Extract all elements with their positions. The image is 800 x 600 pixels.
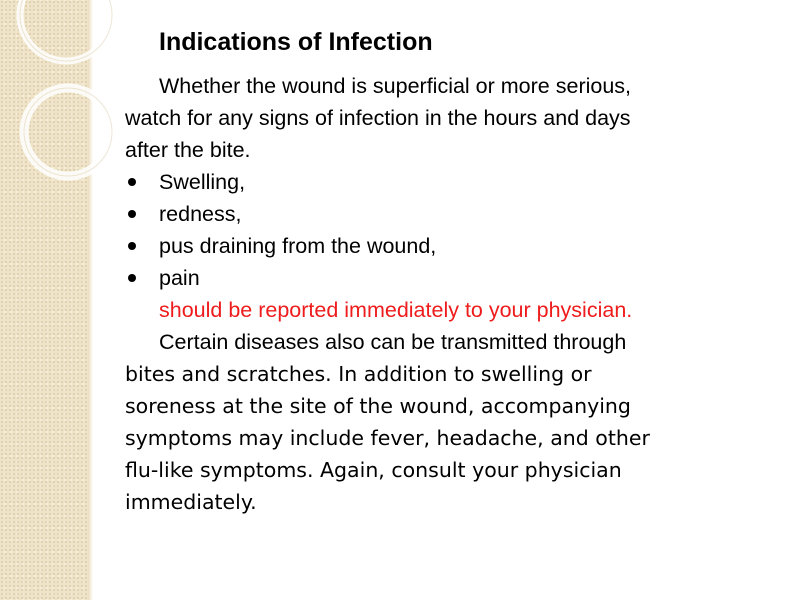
bullet-icon [128, 242, 136, 250]
diseases-line: bites and scratches. In addition to swelling or [125, 362, 592, 386]
list-item [125, 230, 765, 262]
diseases-paragraph [125, 326, 765, 518]
list-item [125, 262, 765, 294]
diseases-line: Certain diseases also can be transmitted through [159, 330, 627, 354]
intro-line: Whether the wound is superficial or more serious, [159, 74, 632, 98]
list-item [125, 166, 765, 198]
diseases-line: symptoms may include fever, headache, and other [125, 426, 650, 450]
list-item-text: redness, [159, 202, 242, 226]
intro-line: watch for any signs of infection in the hours and days [125, 106, 631, 130]
warning-text: should be reported immediately to your physician. [159, 298, 633, 322]
infection-signs-list [125, 166, 765, 294]
bullet-icon [128, 178, 136, 186]
list-item-text: Swelling, [159, 170, 246, 194]
list-item [125, 198, 765, 230]
slide-title: Indications of Infection [159, 28, 433, 56]
diseases-line: soreness at the site of the wound, accompanying [125, 394, 631, 418]
slide-content [125, 24, 765, 518]
bullet-icon [128, 274, 136, 282]
intro-line: after the bite. [125, 138, 251, 162]
diseases-line: immediately. [125, 490, 257, 514]
list-item-text: pus draining from the wound, [159, 234, 437, 258]
list-item-text: pain [159, 266, 200, 290]
bullet-icon [128, 210, 136, 218]
diseases-line: flu-like symptoms. Again, consult your physician [125, 458, 622, 482]
intro-paragraph [125, 70, 765, 166]
